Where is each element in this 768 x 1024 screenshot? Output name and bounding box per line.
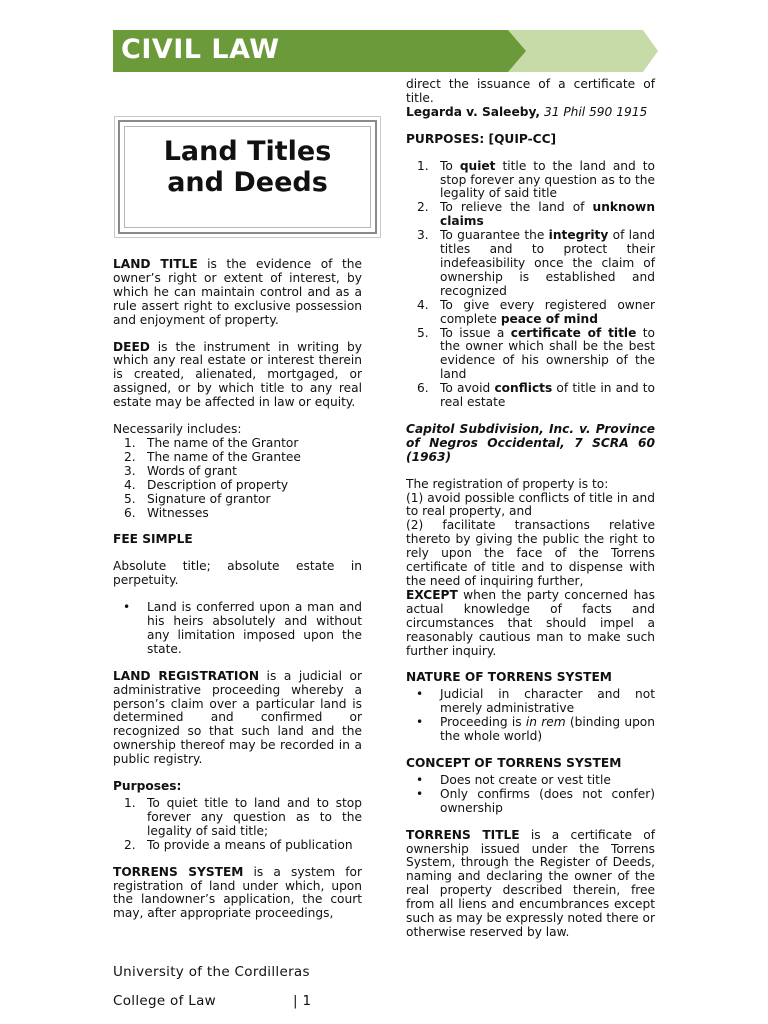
list-item: 1. To quiet title to the land and to stop forever any question as to the legality of said title — [417, 158, 655, 201]
list-item: 6. Witnesses — [124, 505, 209, 520]
nature-bullets — [406, 688, 655, 744]
includes-list — [113, 437, 362, 520]
fee-simple-text: Absolute title; absolute estate in perpetuity. — [113, 559, 362, 588]
concept-heading: CONCEPT OF TORRENS SYSTEM — [406, 755, 622, 770]
footer-university: University of the Cordilleras — [113, 964, 310, 980]
quip-list — [406, 160, 655, 410]
list-item: 6. To avoid conflicts of title in and to real estate — [417, 381, 655, 410]
purposes-list — [113, 797, 362, 853]
nature-heading: NATURE OF TORRENS SYSTEM — [406, 670, 612, 685]
left-column — [113, 258, 362, 934]
land-registration-definition: LAND REGISTRATION is a judicial or administrative proceeding whereby a person’s claim over a particular land is determined and confirmed or recognized so that such land and the ownership thereof may be recorded in a public registry. — [113, 668, 362, 767]
list-item: 1. The name of the Grantor — [124, 435, 299, 450]
torrens-system-definition: TORRENS SYSTEM is a system for registration of land under which, upon the landowner’s application, the court may, after appropriate proceedings, — [113, 864, 362, 921]
deed-definition: DEED is the instrument in writing by which any real estate or interest therein is created, alienated, mortgaged, or assigned, or by which title to any real estate may be affected in law or equity. — [113, 339, 362, 410]
list-item: 5. Signature of grantor — [124, 491, 271, 506]
document-title: Land Titles and Deeds — [163, 136, 332, 198]
fee-simple-bullets — [113, 601, 362, 657]
fee-simple-heading: FEE SIMPLE — [113, 532, 193, 547]
header-banner — [113, 30, 658, 72]
purposes-heading: Purposes: — [113, 779, 182, 794]
banner-title: CIVIL LAW — [121, 34, 280, 65]
list-item: • Land is conferred upon a man and his heirs absolutely and without any limitation imposed upon the state. — [123, 600, 362, 656]
case-citation-capitol: Capitol Subdivision, Inc. v. Province of Negros Occidental, 7 SCRA 60 (1963) — [406, 421, 655, 464]
registration-except: EXCEPT when the party concerned has actual knowledge of facts and circumstances that should impel a reasonably cautious man to make such further inquiry. — [406, 587, 655, 658]
registration-intro: The registration of property is to: — [406, 476, 609, 491]
title-box — [118, 120, 377, 234]
case-citation-legarda: Legarda v. Saleeby, 31 Phil 590 1915 — [406, 104, 648, 119]
list-item: • Proceeding is in rem (binding upon the whole world) — [416, 715, 655, 744]
list-item: 2. To provide a means of publication — [124, 837, 353, 852]
right-column — [406, 78, 655, 953]
continuation-text: direct the issuance of a certificate of title. — [406, 77, 655, 105]
list-item: 1. To quiet title to land and to stop forever any question as to the legality of said title; — [124, 796, 362, 838]
includes-intro: Necessarily includes: — [113, 422, 242, 437]
list-item: • Does not create or vest title — [416, 772, 611, 787]
list-item: 3. To guarantee the integrity of land titles and to protect their indefeasibility once the claim of ownership is established and recognized — [417, 228, 655, 298]
torrens-title-definition: TORRENS TITLE is a certificate of ownership issued under the Torrens System, through the Register of Deeds, naming and declaring the owner of the real property described therein, free from all liens and encumbrances except such as may be expressly noted there or otherwise reserved by law. — [406, 827, 655, 939]
list-item: • Only confirms (does not confer) ownership — [416, 786, 655, 815]
list-item: 2. To relieve the land of unknown claims — [417, 200, 655, 229]
list-item: 4. To give every registered owner complete peace of mind — [417, 297, 655, 326]
list-item: 5. To issue a certificate of title to the owner which shall be the best evidence of his ownership of the land — [417, 325, 655, 382]
concept-bullets — [406, 774, 655, 816]
list-item: 4. Description of property — [124, 477, 289, 492]
registration-point-1: (1) avoid possible conflicts of title in and to real property, and — [406, 490, 655, 519]
footer-page-number: | 1 — [293, 993, 312, 1009]
quip-heading: PURPOSES: [QUIP-CC] — [406, 131, 557, 146]
list-item: 2. The name of the Grantee — [124, 449, 301, 464]
land-title-definition: LAND TITLE is the evidence of the owner’s right or extent of interest, by which he can maintain control and as a rule assert right to exclusive possession and enjoyment of property. — [113, 257, 362, 327]
footer-college: College of Law — [113, 993, 216, 1009]
registration-point-2: (2) facilitate transactions relative thereto by giving the public the right to rely upon the face of the Torrens certificate of title and to dispense with the need of inquiring further, — [406, 518, 655, 588]
list-item: 3. Words of grant — [124, 463, 237, 478]
list-item: • Judicial in character and not merely administrative — [416, 687, 655, 716]
